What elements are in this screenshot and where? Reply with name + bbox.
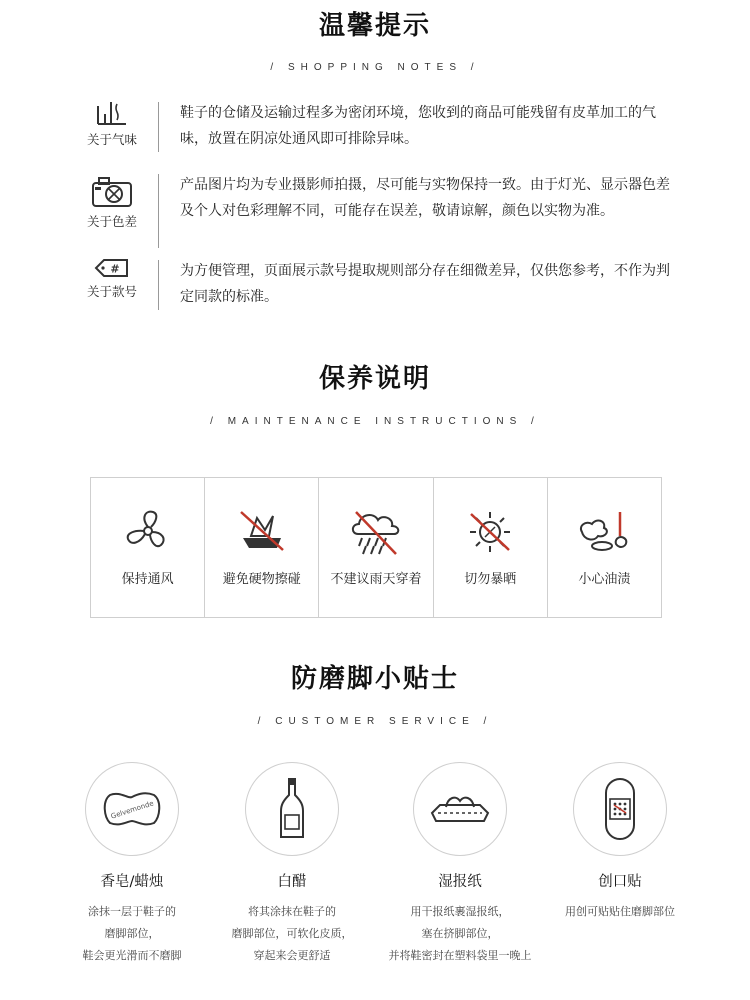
tip-name: 香皂/蜡烛	[100, 874, 164, 890]
note-label-smell: 关于气味	[86, 132, 137, 147]
care-label: 避免硬物擦碰	[222, 572, 301, 587]
note-label-color: 关于色差	[86, 214, 137, 229]
tag-icon	[94, 258, 130, 278]
tip-vinegar	[217, 762, 367, 967]
tip-wet-paper	[385, 762, 535, 967]
tip-desc	[385, 901, 535, 967]
tip-name: 创口贴	[598, 874, 642, 890]
care-item-ventilation	[91, 478, 205, 617]
tip-soap	[57, 762, 207, 967]
tip-desc-line: 涂抹一层于鞋子的	[88, 905, 176, 918]
note-text-smell: 鞋子的仓储及运输过程多为密闭环境，您收到的商品可能残留有皮革加工的气味，放置在阴凉处通风即可排除异味。	[180, 105, 656, 147]
vinegar-bottle-icon	[277, 777, 307, 841]
tip-desc	[545, 901, 695, 923]
tip-circle	[413, 762, 507, 856]
tip-circle	[85, 762, 179, 856]
smell-icon	[95, 100, 129, 126]
camera-icon-wrap	[85, 176, 139, 230]
sun-icon	[465, 508, 515, 556]
no-rain-icon	[348, 508, 404, 556]
maintenance-grid	[90, 477, 662, 618]
tip-desc-line: 磨脚部位，可软化皮质，	[231, 927, 353, 940]
tip-desc-line: 穿起来会更舒适	[253, 949, 331, 962]
note-text-color: 产品图片均为专业摄影师拍摄，尽可能与实物保持一致。由于灯光、显示器色差及个人对色彩理解不同，可能存在误差，敬请谅解，颜色以实物为准。	[180, 177, 670, 219]
tip-desc-line: 并将鞋密封在塑料袋里一晚上	[388, 949, 532, 962]
care-label: 切勿暴晒	[464, 572, 517, 587]
note-text-model: 为方便管理，页面展示款号提取规则部分存在细微差异，仅供您参考，不作为判定同款的标准。	[180, 263, 670, 305]
tip-desc-line: 塞在挤脚部位，	[421, 927, 499, 940]
wet-tissue-icon	[428, 791, 492, 827]
no-scratch-icon	[237, 508, 287, 554]
care-item-no-sun	[434, 478, 548, 617]
tip-name: 湿报纸	[438, 874, 482, 890]
tip-bandage	[545, 762, 695, 923]
care-item-oil	[548, 478, 661, 617]
note-divider	[158, 102, 159, 152]
note-divider	[158, 260, 159, 310]
care-item-no-scratch	[205, 478, 319, 617]
tag-icon-text: #	[110, 262, 120, 276]
fan-icon	[123, 508, 173, 554]
tip-desc-line: 将其涂抹在鞋子的	[248, 905, 336, 918]
shopping-notes-title: 温馨提示	[318, 11, 431, 41]
customer-service-subtitle: / CUSTOMER SERVICE /	[257, 716, 493, 727]
maintenance-title: 保养说明	[318, 364, 431, 394]
tip-desc-line: 鞋会更光滑而不磨脚	[82, 949, 182, 962]
care-label: 小心油渍	[578, 572, 631, 587]
care-item-no-rain	[319, 478, 433, 617]
tip-desc-line: 用创可贴贴住磨脚部位	[565, 905, 675, 918]
care-label: 保持通风	[121, 572, 174, 587]
note-label-model: 关于款号	[86, 284, 137, 299]
tip-circle	[245, 762, 339, 856]
tip-desc-line: 用干报纸裹湿报纸，	[410, 905, 510, 918]
note-divider	[158, 174, 159, 248]
soap-icon	[100, 789, 164, 829]
tip-desc	[217, 901, 367, 967]
maintenance-subtitle: / MAINTENANCE INSTRUCTIONS /	[210, 416, 540, 427]
bandage-icon	[600, 777, 640, 841]
tip-circle	[573, 762, 667, 856]
tip-desc	[57, 901, 207, 967]
tag-icon-wrap	[85, 258, 139, 300]
shopping-notes-subtitle: / SHOPPING NOTES /	[270, 62, 480, 73]
care-label: 不建议雨天穿着	[330, 572, 422, 587]
camera-icon	[91, 176, 133, 208]
oil-stain-icon	[576, 508, 632, 554]
smell-icon-wrap	[85, 100, 139, 148]
customer-service-title: 防磨脚小贴士	[290, 664, 459, 694]
tip-name: 白醋	[277, 874, 307, 890]
soap-icon-text: Gelvemonde	[109, 799, 155, 821]
tip-desc-line: 磨脚部位，	[104, 927, 160, 940]
